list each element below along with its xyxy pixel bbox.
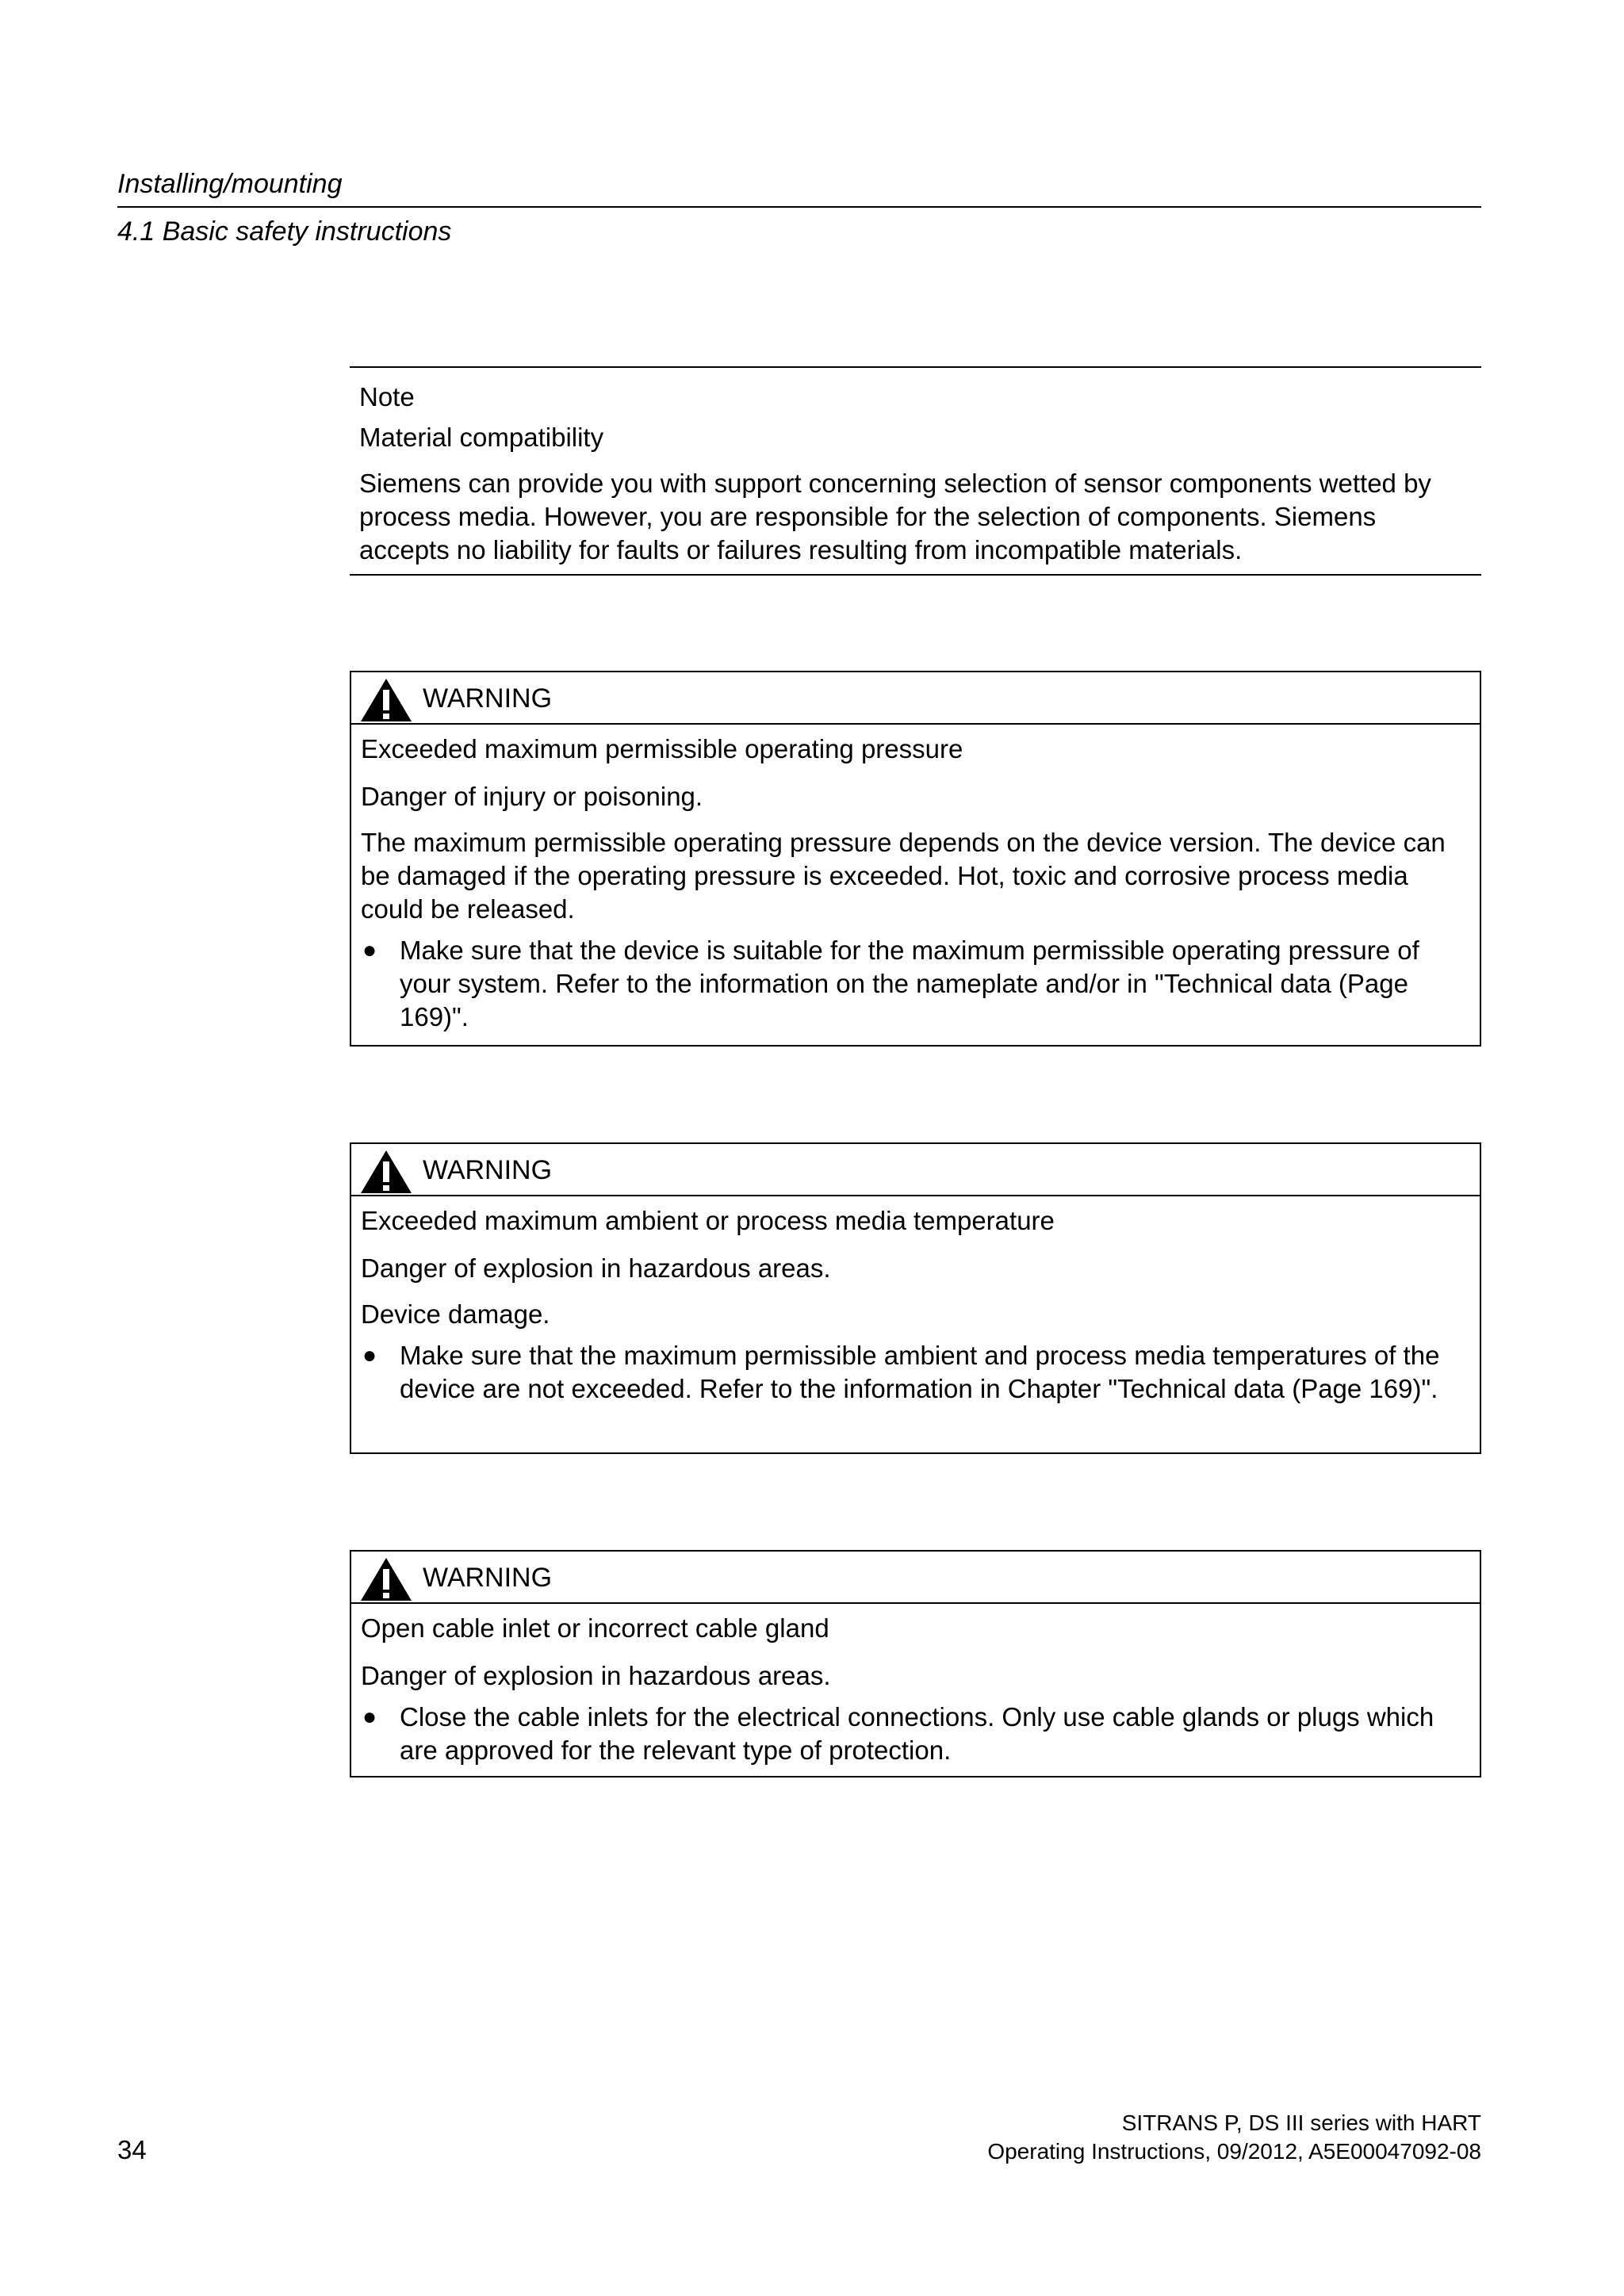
header-divider [117, 206, 1481, 208]
bullet-text: Make sure that the device is suitable for the maximum permissible operating pressure of your system. Refer to the information on the nameplate and/or in "Technical data (Page 169)". [400, 936, 1419, 1031]
warning-paragraph: Danger of injury or poisoning. [361, 782, 703, 811]
warning-bullet-list [361, 934, 1472, 1034]
warning-title: Open cable inlet or incorrect cable gland [361, 1613, 829, 1643]
warning-paragraph: Device damage. [361, 1299, 550, 1329]
warning-paragraph: Danger of explosion in hazardous areas. [361, 1661, 831, 1690]
list-item [361, 1701, 1472, 1767]
bullet-text: Close the cable inlets for the electrical connections. Only use cable glands or plugs which are approved for the relevant type of protection. [400, 1702, 1434, 1765]
warning-header [351, 1552, 1480, 1604]
footer-product: SITRANS P, DS III series with HART [1121, 2110, 1481, 2135]
section-title: Installing/mounting [117, 169, 343, 199]
warning-bullet-list [361, 1339, 1472, 1406]
warning-box-pressure [350, 671, 1481, 1047]
note-title: Material compatibility [359, 423, 604, 452]
bullet-text: Make sure that the maximum permissible ambient and process media temperatures of the device are not exceeded. Refer to the information in Chapter "Technical data (Page 169)". [400, 1341, 1440, 1403]
list-item [361, 1339, 1472, 1406]
warning-box-cable [350, 1550, 1481, 1777]
note-body: Siemens can provide you with support concerning selection of sensor components wetted by process media. However, you are responsible for the selection of components. Siemens accepts no liability for faults or failures resulting from incompatible materials. [359, 469, 1431, 564]
page-header [117, 165, 1481, 251]
warning-label: WARNING [423, 683, 553, 714]
warning-box-temperature [350, 1142, 1481, 1454]
warning-body [351, 725, 1480, 1040]
warning-triangle-icon [359, 677, 413, 723]
warning-body [351, 1196, 1480, 1412]
note-box [350, 366, 1481, 576]
warning-paragraph: The maximum permissible operating pressure depends on the device version. The device can be damaged if the operating pressure is exceeded. Hot, toxic and corrosive process media could be released. [361, 828, 1446, 924]
warning-bullet-list [361, 1701, 1472, 1767]
bullet-icon: ● [362, 937, 377, 963]
warning-title: Exceeded maximum permissible operating pressure [361, 734, 963, 763]
bullet-icon: ● [362, 1704, 377, 1730]
warning-label: WARNING [423, 1563, 553, 1593]
list-item [361, 934, 1472, 1034]
bullet-icon: ● [362, 1342, 377, 1368]
warning-triangle-icon [359, 1556, 413, 1602]
warning-label: WARNING [423, 1155, 553, 1185]
warning-body [351, 1604, 1480, 1774]
note-label: Note [359, 382, 415, 411]
warning-triangle-icon [359, 1149, 413, 1195]
warning-header [351, 1144, 1480, 1196]
warning-paragraph: Danger of explosion in hazardous areas. [361, 1253, 831, 1283]
warning-title: Exceeded maximum ambient or process media temperature [361, 1206, 1055, 1235]
page-number: 34 [117, 2135, 147, 2164]
subsection-title: 4.1 Basic safety instructions [117, 216, 452, 247]
warning-header [351, 672, 1480, 725]
footer-doc-info [987, 2109, 1481, 2166]
footer-doc-id: Operating Instructions, 09/2012, A5E00047092-08 [987, 2139, 1481, 2164]
